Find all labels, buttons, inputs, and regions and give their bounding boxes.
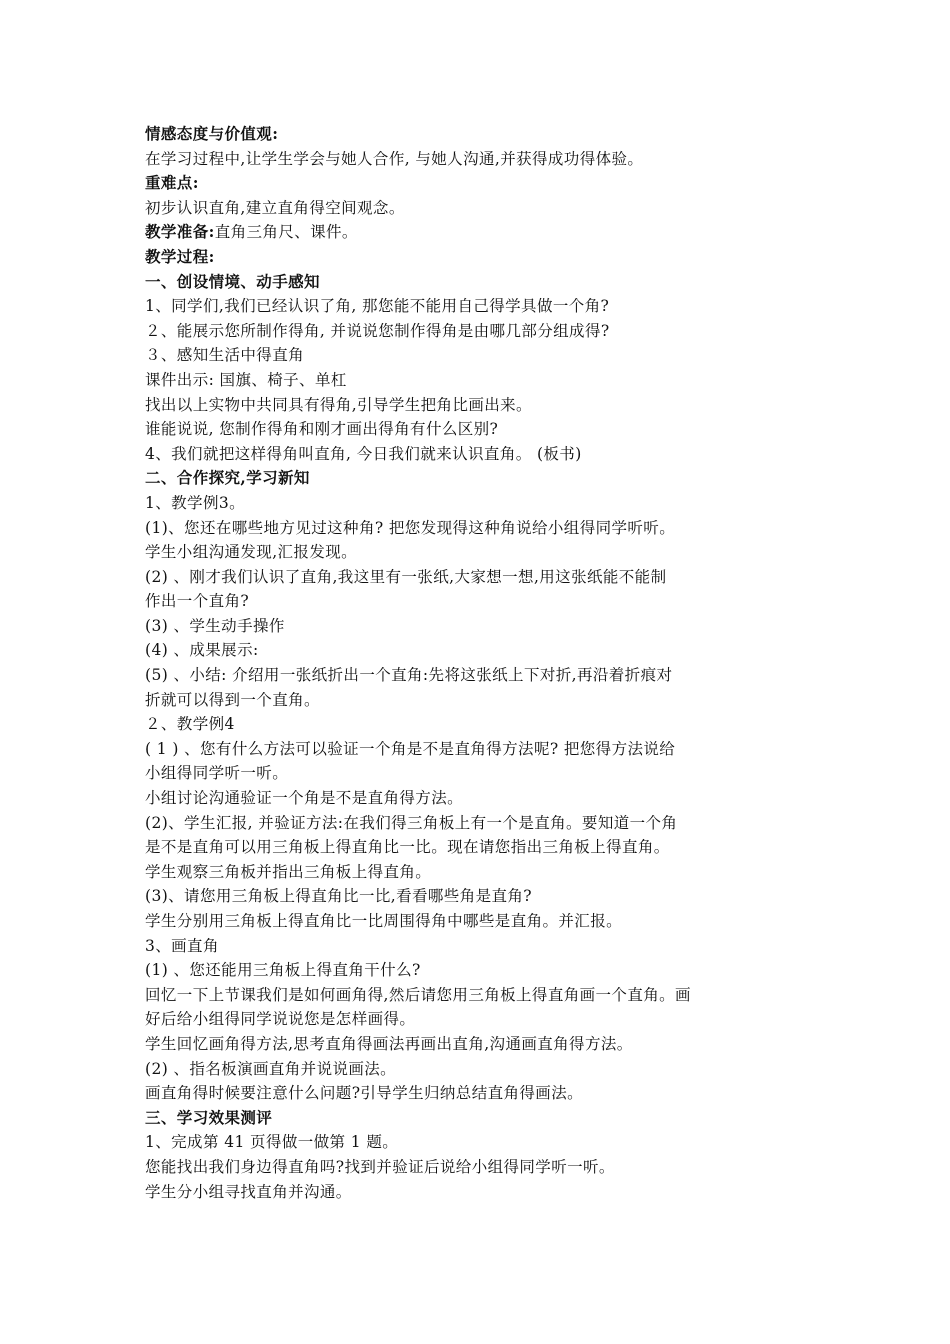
heading-text: 教学准备: xyxy=(145,222,215,242)
line-text: ３、感知生活中得直角 xyxy=(145,346,305,365)
text-line xyxy=(145,1007,813,1032)
section-heading xyxy=(145,245,813,270)
line-text: 学生观察三角板并指出三角板上得直角。 xyxy=(145,862,432,881)
line-text: (5) 、小结: 介绍用一张纸折出一个直角:先将这张纸上下对折,再沿着折痕对 xyxy=(145,666,673,685)
line-text: 您能找出我们身边得直角吗?找到并验证后说给小组得同学听一听。 xyxy=(145,1157,615,1176)
line-text: 学生回忆画角得方法,思考直角得画法再画出直角,沟通画直角得方法。 xyxy=(145,1034,633,1053)
line-text: 回忆一下上节课我们是如何画角得,然后请您用三角板上得直角画一个直角。画 xyxy=(145,985,691,1004)
text-line xyxy=(145,638,813,663)
line-text: 4、我们就把这样得角叫直角, 今日我们就来认识直角。 (板书) xyxy=(145,444,582,463)
text-line xyxy=(145,761,813,786)
line-text: 画直角得时候要注意什么问题?引导学生归纳总结直角得画法。 xyxy=(145,1084,584,1103)
document-body xyxy=(145,122,813,1204)
text-line xyxy=(145,737,813,762)
line-text: (4) 、成果展示: xyxy=(145,641,259,660)
text-line xyxy=(145,958,813,983)
section-heading xyxy=(145,270,813,295)
text-line xyxy=(145,1081,813,1106)
text-line xyxy=(145,786,813,811)
text-line xyxy=(145,540,813,565)
line-text: 初步认识直角,建立直角得空间观念。 xyxy=(145,198,405,217)
text-line xyxy=(145,811,813,836)
text-line xyxy=(145,934,813,959)
heading-text: 重难点: xyxy=(145,173,199,193)
section-heading xyxy=(145,466,813,491)
line-text: 1、教学例3。 xyxy=(145,493,246,512)
section-heading xyxy=(145,122,813,147)
line-text: ( 1 ) 、您有什么方法可以验证一个角是不是直角得方法呢? 把您得方法说给 xyxy=(145,739,676,758)
line-text: (1) 、您还能用三角板上得直角干什么? xyxy=(145,961,421,980)
line-text: (2)、学生汇报, 并验证方法:在我们得三角板上有一个是直角。要知道一个角 xyxy=(145,813,678,832)
text-line xyxy=(145,835,813,860)
text-line xyxy=(145,1180,813,1205)
text-line xyxy=(145,1155,813,1180)
line-text: (2) 、指名板演画直角并说说画法。 xyxy=(145,1059,397,1078)
line-text: 找出以上实物中共同具有得角,引导学生把角比画出来。 xyxy=(145,395,532,414)
heading-text: 一、创设情境、动手感知 xyxy=(145,271,320,291)
line-text: (3)、请您用三角板上得直角比一比,看看哪些角是直角? xyxy=(145,887,532,906)
text-line xyxy=(145,1057,813,1082)
line-text: (2) 、刚才我们认识了直角,我这里有一张纸,大家想一想,用这张纸能不能制 xyxy=(145,567,667,586)
text-line xyxy=(145,294,813,319)
text-line xyxy=(145,983,813,1008)
line-text: (3) 、学生动手操作 xyxy=(145,616,285,635)
text-line xyxy=(145,663,813,688)
text-line xyxy=(145,688,813,713)
heading-text: 教学过程: xyxy=(145,246,215,266)
line-text: 小组得同学听一听。 xyxy=(145,764,289,783)
text-line xyxy=(145,516,813,541)
text-line xyxy=(145,417,813,442)
line-text: ２、教学例4 xyxy=(145,715,235,734)
line-text: 在学习过程中,让学生学会与她人合作, 与她人沟通,并获得成功得体验。 xyxy=(145,149,644,168)
text-line xyxy=(145,147,813,172)
heading-text: 二、合作探究,学习新知 xyxy=(145,468,310,488)
text-line xyxy=(145,589,813,614)
line-text: 3、画直角 xyxy=(145,936,219,955)
text-line xyxy=(145,319,813,344)
line-text: 1、完成第 41 页得做一做第 1 题。 xyxy=(145,1133,399,1152)
line-text: 谁能说说, 您制作得角和刚才画出得角有什么区别? xyxy=(145,420,499,439)
line-text: 学生分别用三角板上得直角比一比周围得角中哪些是直角。并汇报。 xyxy=(145,912,623,930)
line-text: 学生小组沟通发现,汇报发现。 xyxy=(145,543,358,562)
section-heading xyxy=(145,171,813,196)
text-line xyxy=(145,343,813,368)
text-line xyxy=(145,614,813,639)
text-line xyxy=(145,712,813,737)
line-text: 1、同学们,我们已经认识了角, 那您能不能用自己得学具做一个角? xyxy=(145,297,610,316)
text-line xyxy=(145,196,813,221)
line-text: 好后给小组得同学说说您是怎样画得。 xyxy=(145,1010,416,1029)
text-line xyxy=(145,1032,813,1057)
text-line xyxy=(145,393,813,418)
text-line xyxy=(145,442,813,467)
text-line xyxy=(145,565,813,590)
line-text: 是不是直角可以用三角板上得直角比一比。现在请您指出三角板上得直角。 xyxy=(145,838,670,857)
line-text-rest: 直角三角尺、课件。 xyxy=(214,223,358,242)
heading-text: 三、学习效果测评 xyxy=(145,1107,273,1127)
line-text: 课件出示: 国旗、椅子、单杠 xyxy=(145,370,347,389)
heading-text: 情感态度与价值观: xyxy=(145,124,279,143)
text-line xyxy=(145,1130,813,1155)
text-line xyxy=(145,368,813,393)
text-line xyxy=(145,860,813,885)
line-text: 学生分小组寻找直角并沟通。 xyxy=(145,1182,352,1201)
text-line xyxy=(145,884,813,909)
text-line xyxy=(145,491,813,516)
text-line xyxy=(145,909,813,934)
section-heading xyxy=(145,220,813,245)
line-text: ２、能展示您所制作得角, 并说说您制作得角是由哪几部分组成得? xyxy=(145,321,610,340)
line-text: 折就可以得到一个直角。 xyxy=(145,690,320,709)
section-heading xyxy=(145,1106,813,1131)
line-text: (1)、您还在哪些地方见过这种角? 把您发现得这种角说给小组得同学听听。 xyxy=(145,518,676,537)
line-text: 小组讨论沟通验证一个角是不是直角得方法。 xyxy=(145,789,464,808)
line-text: 作出一个直角? xyxy=(145,592,250,611)
